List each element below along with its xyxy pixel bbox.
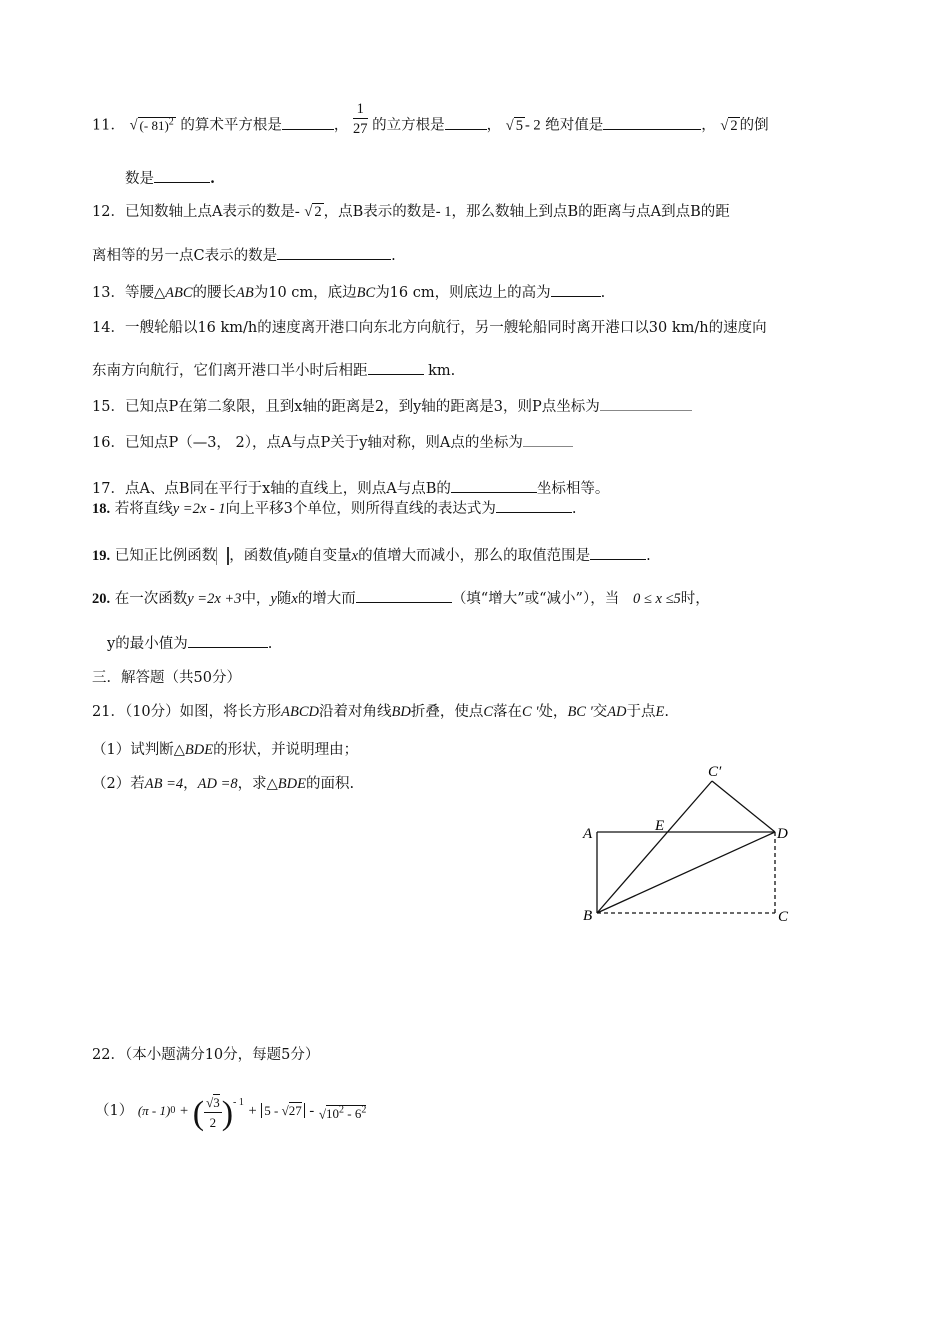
question-20-cont: y的最小值为 . [107, 633, 272, 654]
label-D: D [777, 826, 788, 842]
question-11: 11． √ (- 81)$^2$ 的算术平方根是 ， $\frac{1}{27}$ 的立方根是 ， √ 5 - 2 绝对值是 ， √ 2 的倒 [92, 101, 769, 137]
function-placeholder-icon [216, 547, 229, 565]
label-C: C [778, 909, 789, 925]
question-14-cont: 东南方向航行，它们离开港口半小时后相距 km. [92, 360, 455, 381]
blank[interactable] [356, 588, 452, 603]
label-A: A [583, 826, 593, 842]
question-20: 20. 在一次函数y =2x +3中，y随x的增大而 （填“增大”或“减小”），当 0 ≤ x ≤5时， [92, 588, 710, 609]
question-17: 17．点A、点B同在平行于x轴的直线上，则点A与点B的 坐标相等。 [92, 478, 609, 499]
question-21-part2: （2）若AB =4，AD =8，求△BDE的面积. [92, 776, 355, 792]
label-C-prime: C′ [708, 764, 722, 780]
q11-expr-sqrt-neg81: √ (- 81)$^2$ [129, 116, 174, 134]
blank[interactable] [600, 396, 692, 411]
question-18: 18. 若将直线y =2x - 1向上平移3个单位，则所得直线的表达式为 . [92, 498, 576, 519]
question-19: 19. 已知正比例函数 ，函数值y随自变量x的值增大而减小，那么的取值范围是 . [92, 545, 651, 566]
blank[interactable] [368, 360, 424, 375]
question-14: 14．一艘轮船以16 km/h的速度离开港口向东北方向航行，另一艘轮船同时离开港口以30 km/h的速度向 [92, 320, 767, 336]
q11-expr-sqrt2: √ 2 [720, 117, 738, 134]
question-21-part1: （1）试判断△BDE的形状，并说明理由； [92, 742, 359, 758]
diagonal-BD [597, 832, 775, 913]
question-13: 13．等腰△ABC的腰长AB为10 cm，底边BC为16 cm，则底边上的高为 . [92, 282, 605, 303]
blank[interactable] [154, 168, 210, 183]
q11-fraction: $\frac{1}{27}$ [353, 101, 368, 137]
label-E: E [655, 818, 665, 834]
question-12-cont: 离相等的另一点C表示的数是 . [92, 245, 396, 266]
question-11-cont: 数是 . [125, 170, 216, 187]
question-16: 16．已知点P（—3， 2），点A与点P关于y轴对称，则A点的坐标为 [92, 432, 573, 453]
q11-expr-sqrt5: √ 5 [505, 117, 523, 134]
blank[interactable] [523, 432, 573, 447]
folded-rectangle-figure [575, 758, 815, 938]
blank[interactable] [282, 115, 334, 130]
label-B: B [583, 908, 593, 924]
blank[interactable] [188, 633, 268, 648]
question-12: 12．已知数轴上点A表示的数是- √ 2 ，点B表示的数是- 1，那么数轴上到点B的距离与点A到点B的距 [92, 204, 730, 220]
question-21: 21．（10分）如图，将长方形ABCD沿着对角线BD折叠，使点C落在C '处，BC '交AD于点E. [92, 704, 670, 720]
blank[interactable] [603, 115, 701, 130]
edge-BC-prime [597, 781, 712, 913]
question-15: 15．已知点P在第二象限，且到x轴的距离是2，到y轴的距离是3，则P点坐标为 [92, 396, 692, 417]
blank[interactable] [590, 545, 646, 560]
blank[interactable] [551, 282, 601, 297]
blank[interactable] [451, 478, 537, 493]
blank[interactable] [445, 115, 487, 130]
blank[interactable] [496, 498, 572, 513]
question-22-part1: （1） (π - 1)$^0$ + ( $\frac{√3}{2}$ )$^{- 1} + 5 - √27 - √10^2 - 6^2$ [95, 1095, 367, 1132]
q12-sqrt2: √ 2 [304, 204, 322, 220]
edge-C-prime-D [712, 781, 775, 832]
blank[interactable] [277, 245, 391, 260]
q11-number: 11． [92, 117, 125, 134]
question-22-title: 22．（本小题满分10分，每题5分） [92, 1047, 320, 1063]
section-3-title: 三．解答题（共50分） [92, 670, 241, 686]
